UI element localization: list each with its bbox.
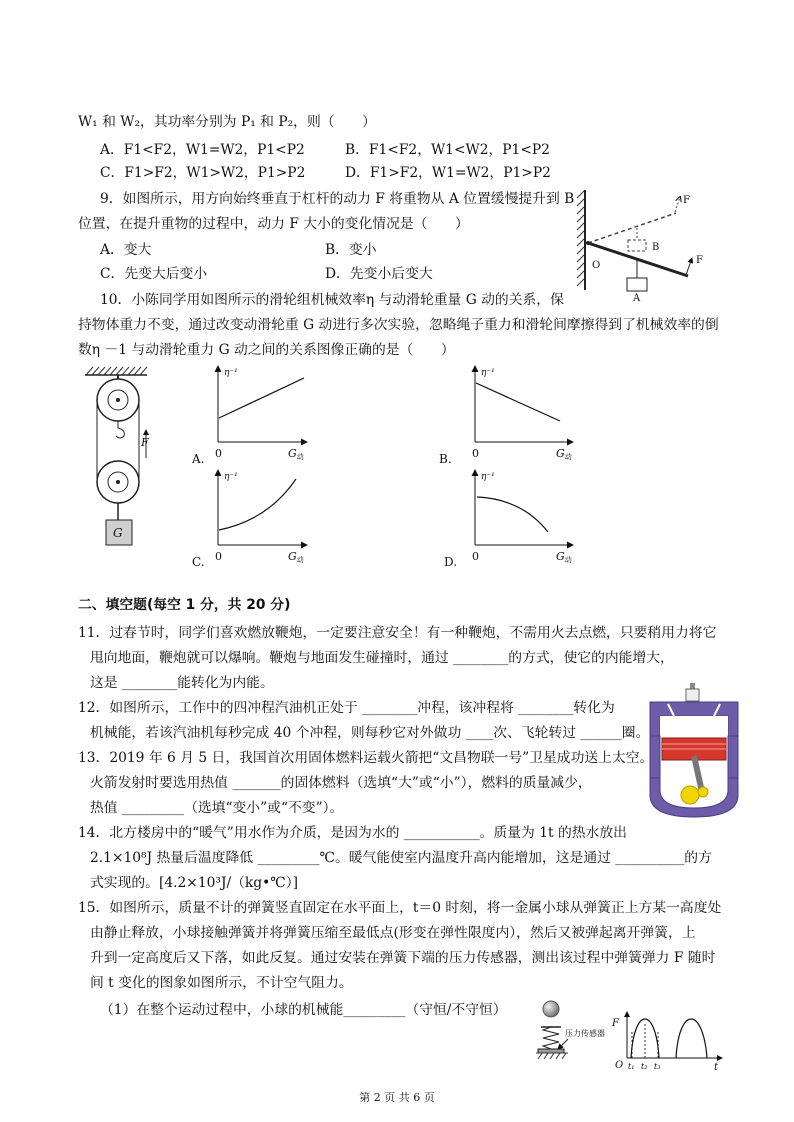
ft-graph-x-label: t <box>714 1062 719 1073</box>
section-2-title: 二、填空题(每空 1 分，共 20 分) <box>78 597 291 613</box>
graph-b <box>439 366 573 466</box>
graph-b-x-label-sub: 动 <box>564 453 572 461</box>
weight-label: G <box>113 526 123 540</box>
q15-part-1: （1）在整个运动过程中，小球的机械能_________（守恒/不守恒） <box>100 1002 507 1018</box>
q9-option-b: B．变小 <box>325 242 377 258</box>
graph-options-figure <box>185 358 580 573</box>
position-b-label: B <box>652 242 660 253</box>
lever-dashed-position <box>588 213 676 243</box>
graph-a-line <box>219 378 304 418</box>
q13-line-2: 火箭发射时要选用热值 _______的固体燃料（选填“大”或“小”），燃料的质量减少， <box>90 775 592 791</box>
cylinder-wall-right <box>728 736 738 778</box>
weight-a-box <box>627 278 647 291</box>
q9-option-d: D．先变小后变大 <box>325 266 433 282</box>
q13-line-1: 13．2019 年 6 月 5 日，我国首次用固体燃料运载火箭把“文昌物联一号”卫星成功送上太空。 <box>78 750 654 766</box>
pivot-point <box>586 241 590 245</box>
position-a-label: A <box>633 293 641 304</box>
q15-line-1: 15．如图所示，质量不计的弹簧竖直固定在水平面上，t＝0 时刻，将一金属小球从弹簧正上方某一高度处 <box>78 900 722 916</box>
q10-stem-line-2: 持物体重力不变，通过改变动滑轮重 G 动进行多次实验，忽略绳子重力和滑轮间摩擦得到了机械效率的倒 <box>78 317 719 333</box>
pivot-label: O <box>592 260 601 271</box>
metal-ball <box>543 1001 559 1017</box>
pulley-force-label: F <box>141 436 149 449</box>
wall-hatching <box>577 190 585 286</box>
q10-stem-line-3: 数η －1 与动滑轮重力 G 动之间的关系图像正确的是（ ） <box>78 342 455 358</box>
graph-a-x-label-main: G <box>288 447 297 460</box>
pulley-figure <box>80 360 160 550</box>
graph-d-y-label: η⁻¹ <box>481 472 495 482</box>
t2-label: t₂ <box>641 1062 648 1071</box>
q10-stem-line-1: 10．小陈同学用如图所示的滑轮组机械效率η 与动滑轮重量 G 动的关系，保 <box>100 292 564 308</box>
ft-curve-second-bounce <box>676 1019 707 1058</box>
force-label-dashed: F <box>683 195 690 206</box>
graph-c-x-label <box>288 550 304 564</box>
graph-c-y-label: η⁻¹ <box>224 472 238 482</box>
spark-plug-tip <box>690 683 695 689</box>
crankshaft <box>681 786 699 804</box>
spring-figure <box>525 992 725 1084</box>
crank-pin <box>698 787 708 797</box>
graph-b-line <box>476 383 560 421</box>
q15-line-3: 升到一定高度后又下落，如此反复。通过安装在弹簧下端的压力传感器，测出该过程中弹簧弹力 F 随时 <box>90 950 716 966</box>
q8-option-b: B．F1<F2，W1<W2，P1<P2 <box>345 142 550 158</box>
graph-d-curve <box>477 497 548 532</box>
graph-c <box>192 470 307 569</box>
q8-option-a: A．F1<F2，W1=W2，P1<P2 <box>100 142 305 158</box>
q9-stem-line-1: 9．如图所示，用方向始终垂直于杠杆的动力 F 将重物从 A 位置缓慢提升到 B <box>100 191 575 207</box>
graph-d-origin: 0 <box>472 550 479 563</box>
connecting-rod <box>694 756 702 792</box>
force-arrow-solid <box>686 258 692 275</box>
force-label-solid: F <box>696 255 703 266</box>
t1-label: t₁ <box>628 1062 635 1071</box>
graph-b-option-label: B. <box>439 452 452 466</box>
q14-line-3: 式实现的。[4.2×10³J/（kg•℃）] <box>90 875 298 891</box>
graph-d <box>444 470 573 569</box>
graph-c-curve <box>219 479 296 530</box>
q9-stem-line-2: 位置，在提升重物的过程中，动力 F 大小的变化情况是（ ） <box>78 216 469 232</box>
graph-c-x-label-sub: 动 <box>296 556 304 564</box>
q14-line-2: 2.1×10⁸J 热量后温度降低 _________℃。暖气能使室内温度升高内能增加，这是通过 __________的方 <box>90 850 712 866</box>
graph-d-x-label-main: G <box>556 550 565 563</box>
q15-line-2: 由静止释放，小球接触弹簧并将弹簧压缩至最低点(形变在弹性限度内），然后又被弹起离开弹簧，上 <box>90 925 696 941</box>
lever-figure <box>560 180 710 305</box>
q12-line-2: 机械能，若该汽油机每秒完成 40 个冲程，则每秒它对外做功 ____次、飞轮转过 ______圈。 <box>90 725 650 741</box>
q15-line-4: 间 t 变化的图象如图所示，不计空气阻力。 <box>90 975 353 991</box>
q9-option-a: A．变大 <box>100 242 152 258</box>
graph-a-y-label: η⁻¹ <box>224 368 238 378</box>
q11-line-3: 这是 ________能转化为内能。 <box>90 675 274 691</box>
q14-line-1: 14．北方楼房中的“暖气”用水作为介质，是因为水的 ___________。质量为 1t 的热水放出 <box>78 825 627 841</box>
ceiling-hatching <box>86 367 147 375</box>
graph-a-x-label <box>288 447 304 461</box>
graph-b-x-label-main: G <box>556 447 565 460</box>
spark-plug <box>686 689 699 701</box>
graph-b-origin: 0 <box>472 447 479 460</box>
sensor-label: 压力传感器 <box>565 1029 605 1038</box>
fixed-pulley-axle <box>116 398 120 402</box>
graph-c-option-label: C. <box>192 555 205 569</box>
graph-d-x-label <box>556 550 572 564</box>
engine-figure <box>645 680 745 820</box>
q11-line-2: 甩向地面，鞭炮就可以爆响。鞭炮与地面发生碰撞时，通过 ________的方式，使它的内能增大， <box>90 650 674 666</box>
q9-option-c: C．先变大后变小 <box>100 266 208 282</box>
q12-line-1: 12．如图所示，工作中的四冲程汽油机正处于 ________冲程，该冲程将 ________转化为 <box>78 700 615 716</box>
movable-pulley-axle <box>116 480 120 484</box>
graph-b-x-label <box>556 447 572 461</box>
graph-c-x-label-main: G <box>288 550 297 563</box>
q11-line-1: 11．过春节时，同学们喜欢燃放鞭炮，一定要注意安全！有一种鞭炮，不需用火去点燃，只要稍用力将它 <box>78 625 717 641</box>
spring <box>543 1027 559 1049</box>
graph-a-origin: 0 <box>215 447 222 460</box>
q8-option-c: C．F1>F2，W1>W2，P1>P2 <box>100 165 306 181</box>
graph-a-option-label: A. <box>192 452 205 466</box>
graph-a-x-label-sub: 动 <box>296 453 304 461</box>
q8-stem-tail: W₁ 和 W₂，其功率分别为 P₁ 和 P₂，则（ ） <box>78 114 376 130</box>
sensor-pointer-arrow <box>558 1039 568 1049</box>
graph-c-origin: 0 <box>215 550 222 563</box>
graph-d-x-label-sub: 动 <box>564 556 572 564</box>
q13-line-3: 热值 _________（选填“变小”或“不变”）。 <box>90 800 344 816</box>
graph-b-y-label: η⁻¹ <box>481 368 495 378</box>
combustion-chamber <box>660 716 728 738</box>
ground-hatching <box>536 1053 568 1059</box>
weight-b-box <box>628 240 646 251</box>
pressure-sensor <box>538 1049 564 1053</box>
lever-solid-position <box>588 243 688 276</box>
graph-d-option-label: D. <box>444 555 458 569</box>
hook <box>116 421 124 438</box>
force-arrow-dashed <box>675 197 680 212</box>
t3-label: t₃ <box>654 1062 661 1071</box>
q8-option-d: D．F1>F2，W1=W2，P1>P2 <box>345 165 551 181</box>
graph-a <box>191 366 307 466</box>
page-footer: 第 2 页 共 6 页 <box>359 1091 435 1104</box>
ft-graph-y-label: F <box>612 1018 619 1029</box>
ft-graph-origin: O <box>615 1060 624 1071</box>
